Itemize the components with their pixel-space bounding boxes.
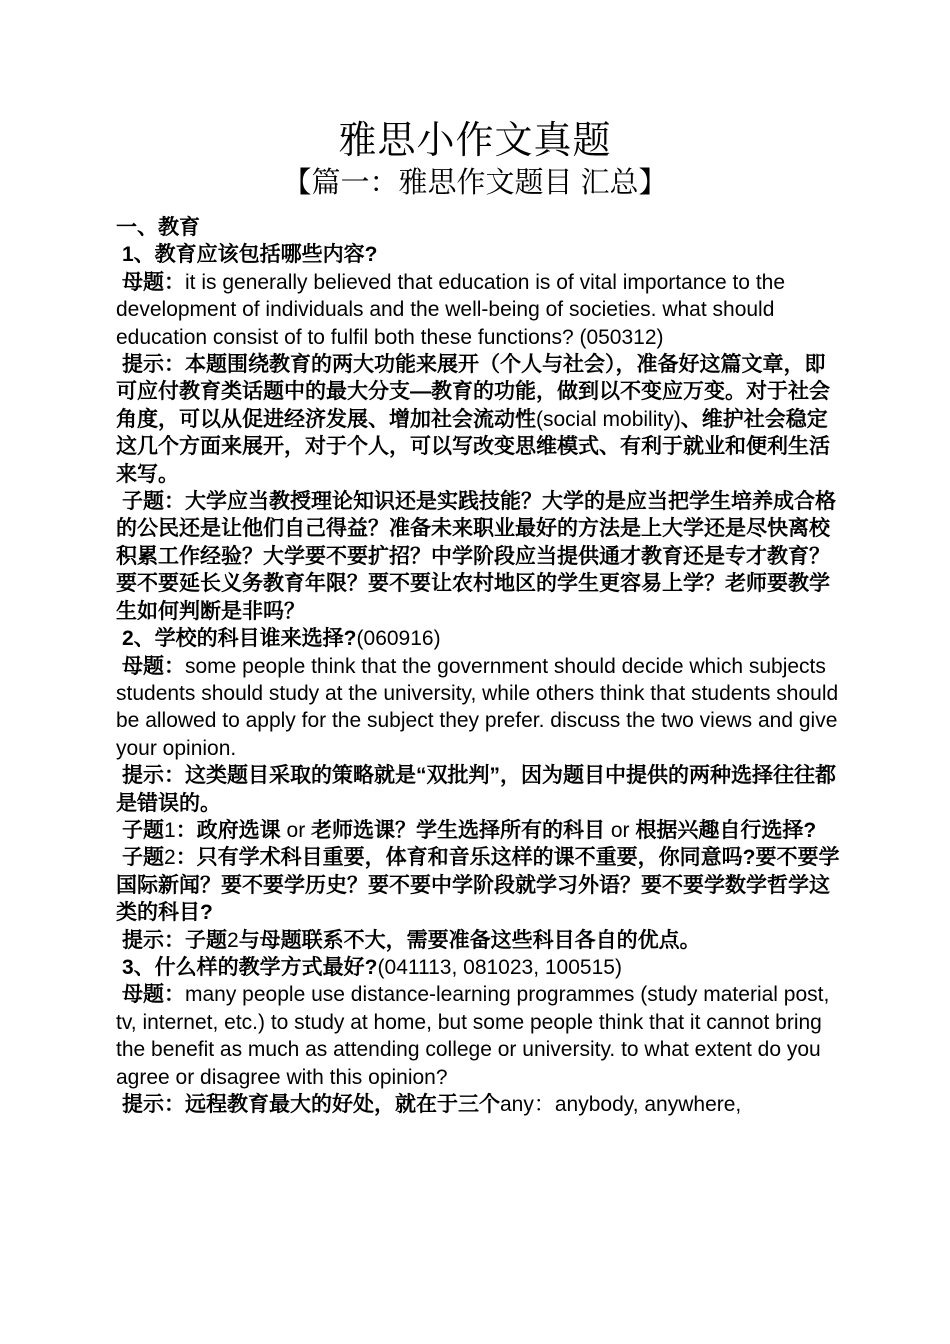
document-body (116, 214, 846, 1118)
question-2-mother: 母题：some people think that the government should decide which subjects students should study at the university, while others think that students should be allowed to apply for the subject they prefer. discuss the two views and give your opinion. (116, 654, 839, 760)
page-title: 雅思小作文真题 (338, 120, 612, 162)
question-1-sub: 子题：大学应当教授理论知识还是实践技能？大学的是应当把学生培养成合格的公民还是让他们自己得益？准备未来职业最好的方法是上大学还是尽快离校积累工作经验？大学要不要扩招？中学阶段应当提供通才教育还是专才教育？要不要延长义务教育年限？要不要让农村地区的学生更容易上学？老师要教学生如何判断是非吗？ (116, 490, 836, 623)
question-3-title: 3、什么样的教学方式最好?(041113, 081023, 100515) (122, 955, 622, 979)
question-2-hint-2: 提示：子题2与母题联系不大，需要准备这些科目各自的优点。 (122, 928, 701, 952)
page-subtitle: 【篇一：雅思作文题目 汇总】 (282, 167, 668, 199)
question-1-mother: 母题：it is generally believed that education is of vital importance to the development of individuals and the well-being of societies. what should education consist of to fulfil both these functions? (050312) (116, 270, 786, 349)
question-1-title: 1、教育应该包括哪些内容? (122, 243, 378, 267)
question-3-mother: 母题：many people use distance-learning programmes (study material post, tv, internet, etc.) to study at home, but some people think that it cannot bring the benefit as much as attending college or university. to what extent do you agree or disagree with this opinion? (116, 983, 830, 1089)
question-2-sub-1: 子题1：政府选课 or 老师选课？学生选择所有的科目 or 根据兴趣自行选择? (122, 818, 817, 842)
section-heading: 一、教育 (116, 216, 200, 239)
question-2-title: 2、学校的科目谁来选择?(060916) (122, 627, 441, 651)
question-2-hint: 提示：这类题目采取的策略就是“双批判”，因为题目中提供的两种选择往往都是错误的。 (116, 764, 836, 815)
question-1-hint: 提示：本题围绕教育的两大功能来展开（个人与社会），准备好这篇文章，即可应付教育类话题中的最大分支—教育的功能，做到以不变应万变。对于社会角度，可以从促进经济发展、增加社会流动性(social mobility)、维护社会稳定这几个方面来展开，对于个人，可以写改变思维模式、有利于就业和便利生活来写。 (116, 353, 830, 486)
question-2-sub-2: 子题2：只有学术科目重要，体育和音乐这样的课不重要，你同意吗?要不要学国际新闻？要不要学历史？要不要中学阶段就学习外语？要不要学数学哲学这类的科目? (116, 846, 840, 925)
question-3-hint: 提示：远程教育最大的好处，就在于三个any：anybody, anywhere, (122, 1093, 742, 1116)
